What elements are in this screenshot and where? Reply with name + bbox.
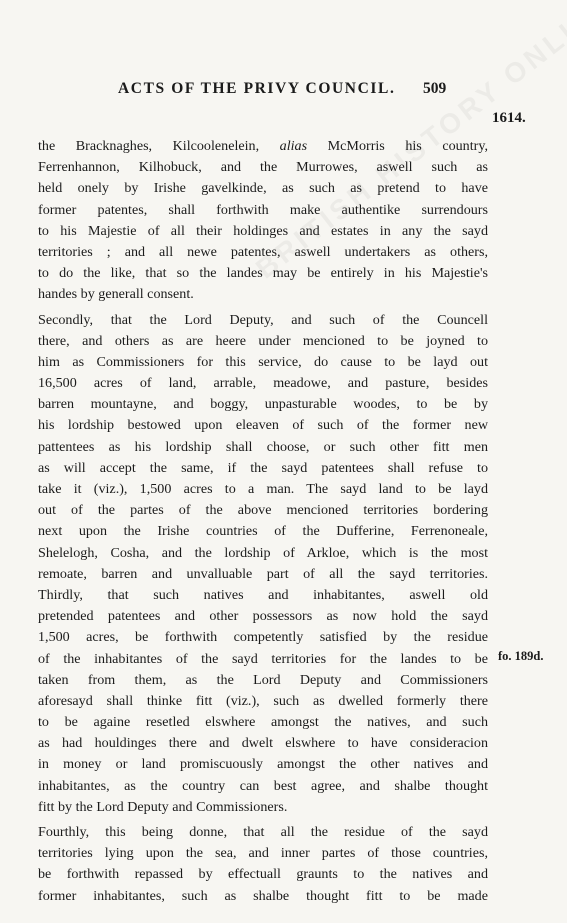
text-line: take it (viz.), 1,500 acres to a man. The sayd land to be layd <box>38 481 488 497</box>
margin-year: 1614. <box>492 110 526 126</box>
text-line: Shelelogh, Cosha, and the lordship of Arkloe, which is the most <box>38 544 488 561</box>
text-line: inhabitantes, as the country can best agree, and shalbe thought <box>38 777 488 794</box>
text-line: Thirdly, that such natives and inhabitantes, aswell old <box>38 586 488 603</box>
text-line: taken from them, as the Lord Deputy and Commissioners <box>38 671 488 688</box>
text-line: remoate, barren and unvalluable part of all the sayd territories. <box>38 565 488 582</box>
running-head: ACTS OF THE PRIVY COUNCIL. <box>118 80 396 97</box>
text-line: him as Commissioners for this service, do cause to be layd out <box>38 353 488 370</box>
text-line: as had houldinges there and dwelt elswhere to have consideracion <box>38 735 488 752</box>
text-line: his lordship bestowed upon eleaven of such of the former new <box>38 417 488 434</box>
text-line: of the inhabitantes of the sayd territories for the landes to be <box>38 650 488 667</box>
text-line: the Bracknaghes, Kilcoolenelein, alias McMorris his country, <box>38 138 488 154</box>
page-number: 509 <box>423 80 447 97</box>
text-line: in money or land promiscuously amongst the other natives and <box>38 756 488 773</box>
text-line: territories lying upon the sea, and inner partes of those countries, <box>38 845 488 862</box>
text-line: out of the partes of the above mencioned territories bordering <box>38 502 488 519</box>
text-line: be forthwith repassed by effectuall graunts to the natives and <box>38 866 488 883</box>
text-line: to be againe resetled elswhere amongst the natives, and such <box>38 714 488 731</box>
text-line: 1,500 acres, be forthwith competently satisfied by the residue <box>38 629 488 646</box>
text-line: Secondly, that the Lord Deputy, and such of the Councell <box>38 311 488 328</box>
text-line: pretended patentees and other possessors as now hold the sayd <box>38 608 488 625</box>
text-line: to do the like, that so the landes may be entirely in his Majestie's <box>38 265 488 282</box>
text-line: 16,500 acres of land, arrable, meadowe, and pasture, besides <box>38 375 488 392</box>
text-line: held onely by Irishe gavelkinde, as such as pretend to have <box>38 180 488 197</box>
text-line: barren mountayne, and boggy, unpasturable woodes, to be by <box>38 396 488 413</box>
text-line: Ferrenhannon, Kilhobuck, and the Murrowes, aswell such as <box>38 159 488 176</box>
text-line: aforesayd shall thinke fitt (viz.), such as dwelled formerly there <box>38 692 488 709</box>
text-line: as will accept the same, if the sayd patentees shall refuse to <box>38 459 488 476</box>
text-line: former inhabitantes, such as shalbe thought fitt to be made <box>38 887 488 904</box>
text-line: pattentees as his lordship shall choose, or such other fitt men <box>38 438 488 455</box>
text-line: to his Majestie of all their holdinges and estates in any the sayd <box>38 222 488 239</box>
margin-folio-note: fo. 189d. <box>498 649 544 663</box>
text-line: handes by generall consent. <box>38 286 194 303</box>
text-line: there, and others as are heere under mencioned to be joyned to <box>38 332 488 349</box>
text-line: former patentes, shall forthwith make authentike surrendours <box>38 201 488 218</box>
body-text <box>38 136 488 907</box>
text-line: Fourthly, this being donne, that all the residue of the sayd <box>38 824 488 840</box>
text-line: fitt by the Lord Deputy and Commissioners. <box>38 798 288 815</box>
text-line: territories ; and all newe patentes, aswell undertakers as others, <box>38 243 488 260</box>
text-line: next upon the Irishe countries of the Dufferine, Ferrenoneale, <box>38 523 488 540</box>
